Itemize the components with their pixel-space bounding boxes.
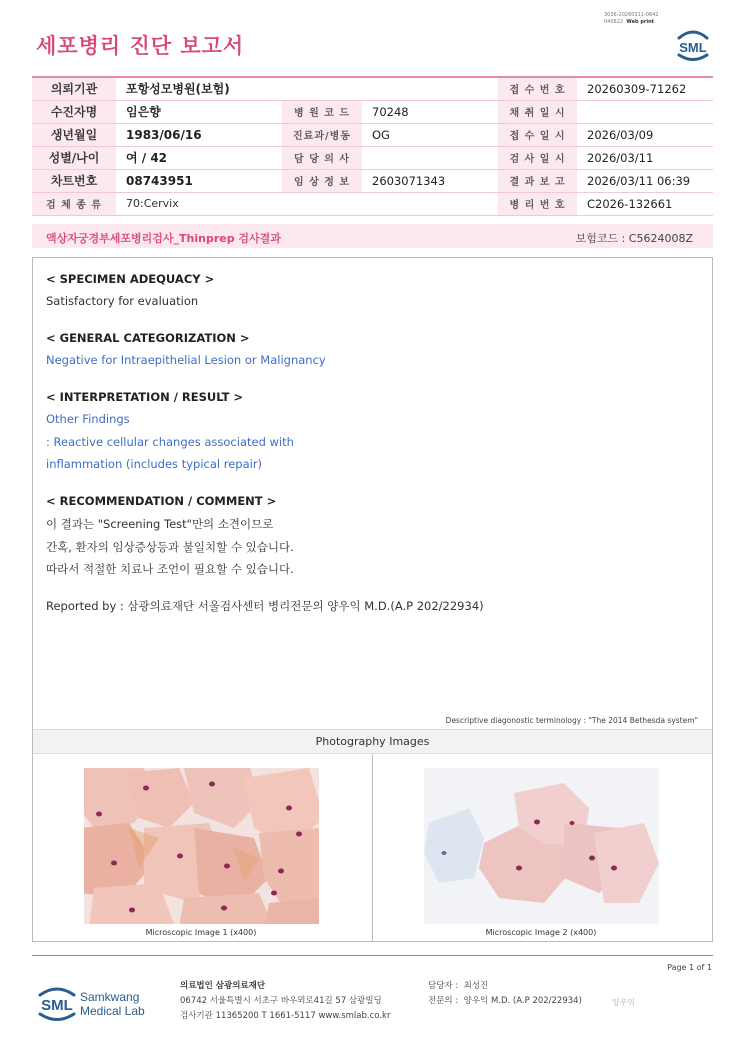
print-meta-line2: 040822 xyxy=(604,19,624,25)
value-department: OG xyxy=(362,123,498,146)
test-name: 액상자궁경부세포병리검사_Thinprep 검사결과 xyxy=(46,232,281,245)
microscopic-image-2 xyxy=(424,768,659,924)
value-accession-number: 20260309-71262 xyxy=(577,77,713,100)
value-requesting-institution: 포항성모병원(보험) xyxy=(116,77,498,100)
photo-section-header: Photography Images xyxy=(33,729,712,754)
print-metadata xyxy=(604,12,659,26)
interpretation-line: : Reactive cellular changes associated with xyxy=(46,435,294,449)
label-result-report: 결 과 보 고 xyxy=(498,169,577,192)
test-banner xyxy=(32,224,713,248)
samkwang-logo-icon xyxy=(36,981,156,1025)
value-test-date: 2026/03/11 xyxy=(577,146,713,169)
interpretation-title: < INTERPRETATION / RESULT > xyxy=(46,390,244,404)
org-name: 의료법인 삼광의료재단 xyxy=(180,981,266,991)
org-address: 06742 서울특별시 서초구 바우뫼로41길 57 삼광빌딩 xyxy=(180,996,382,1006)
info-row xyxy=(32,77,713,100)
label-physician: 담 당 의 사 xyxy=(282,146,362,169)
reported-by: Reported by : 삼광의료재단 서울검사센터 병리전문의 양우익 M.D.(A.P 202/22934) xyxy=(46,599,484,613)
info-row xyxy=(32,100,713,123)
specialist-label: 전문의 : xyxy=(428,996,459,1006)
footer-logo-name2: Medical Lab xyxy=(80,1004,145,1018)
interpretation-line: inflammation (includes typical repair) xyxy=(46,457,263,471)
value-collection-date xyxy=(577,100,713,123)
recommendation-line: 이 결과는 "Screening Test"만의 소견이므로 xyxy=(46,517,274,531)
value-clinical-info: 2603071343 xyxy=(362,169,498,192)
value-sex-age: 여 / 42 xyxy=(116,146,282,169)
label-chart-number: 차트번호 xyxy=(32,169,116,192)
footer-org-info xyxy=(180,979,390,1024)
recommendation-line: 따라서 적절한 치료나 조언이 필요할 수 있습니다. xyxy=(46,562,294,576)
specimen-adequacy-text: Satisfactory for evaluation xyxy=(46,294,199,308)
specialist-signature: 양우익 xyxy=(612,998,636,1007)
org-contact: 검사기관 11365200 T 1661-5117 www.smlab.co.kr xyxy=(180,1011,391,1021)
label-test-date: 검 사 일 시 xyxy=(498,146,577,169)
label-clinical-info: 임 상 정 보 xyxy=(282,169,362,192)
print-label: Web print xyxy=(626,19,655,25)
report-box xyxy=(32,257,713,942)
patient-info-table xyxy=(32,76,713,216)
info-row xyxy=(32,123,713,146)
specimen-adequacy-title: < SPECIMEN ADEQUACY > xyxy=(46,272,215,286)
info-row xyxy=(32,146,713,169)
recommendation-line: 간혹, 환자의 임상증상등과 불일치할 수 있습니다. xyxy=(46,540,294,554)
value-pathology-number: C2026-132661 xyxy=(577,192,713,215)
label-receipt-date: 접 수 일 시 xyxy=(498,123,577,146)
footer-logo-name1: Samkwang xyxy=(80,990,140,1004)
general-categorization-title: < GENERAL CATEGORIZATION > xyxy=(46,331,250,345)
staff-label: 담당자 : xyxy=(428,981,459,991)
image-2-caption: Microscopic Image 2 (x400) xyxy=(485,928,597,937)
footer-divider xyxy=(32,955,713,956)
value-chart-number: 08743951 xyxy=(116,169,282,192)
value-result-report: 2026/03/11 06:39 xyxy=(577,169,713,192)
general-categorization-text: Negative for Intraepithelial Lesion or Malignancy xyxy=(46,353,326,367)
sml-logo-text: SML xyxy=(679,40,707,55)
footer-staff-info xyxy=(428,979,582,1009)
page-title: 세포병리 진단 보고서 xyxy=(36,34,245,58)
value-birth-date: 1983/06/16 xyxy=(116,123,282,146)
page-number: Page 1 of 1 xyxy=(667,963,712,972)
interpretation-line: Other Findings xyxy=(46,412,130,426)
image-1-caption: Microscopic Image 1 (x400) xyxy=(145,928,257,937)
label-sex-age: 성별/나이 xyxy=(32,146,116,169)
info-row xyxy=(32,169,713,192)
staff-name: 최성진 xyxy=(463,981,489,991)
print-meta-line1: 3036-20260311-0642 xyxy=(604,12,659,18)
label-accession-number: 접 수 번 호 xyxy=(498,77,577,100)
sml-logo-icon xyxy=(673,26,713,62)
value-patient-name: 임은향 xyxy=(116,100,282,123)
label-birth-date: 생년월일 xyxy=(32,123,116,146)
info-row xyxy=(32,192,713,215)
value-receipt-date: 2026/03/09 xyxy=(577,123,713,146)
insurance-code: 보험코드 : C5624008Z xyxy=(575,232,693,245)
label-collection-date: 채 취 일 시 xyxy=(498,100,577,123)
microscopic-image-1 xyxy=(84,768,319,924)
photo-divider xyxy=(372,754,373,942)
label-specimen-type: 검 체 종 류 xyxy=(32,192,116,215)
footer-logo-text: SML xyxy=(41,997,73,1014)
recommendation-title: < RECOMMENDATION / COMMENT > xyxy=(46,494,277,508)
label-hospital-code: 병 원 코 드 xyxy=(282,100,362,123)
specialist-name: 양우익 M.D. (A.P 202/22934) xyxy=(463,996,582,1006)
value-hospital-code: 70248 xyxy=(362,100,498,123)
label-patient-name: 수진자명 xyxy=(32,100,116,123)
value-specimen-type: 70:Cervix xyxy=(116,192,498,215)
label-pathology-number: 병 리 번 호 xyxy=(498,192,577,215)
bethesda-note: Descriptive diagonostic terminology : "The 2014 Bethesda system" xyxy=(445,716,698,725)
label-requesting-institution: 의뢰기관 xyxy=(32,77,116,100)
label-department: 진료과/병동 xyxy=(282,123,362,146)
value-physician xyxy=(362,146,498,169)
